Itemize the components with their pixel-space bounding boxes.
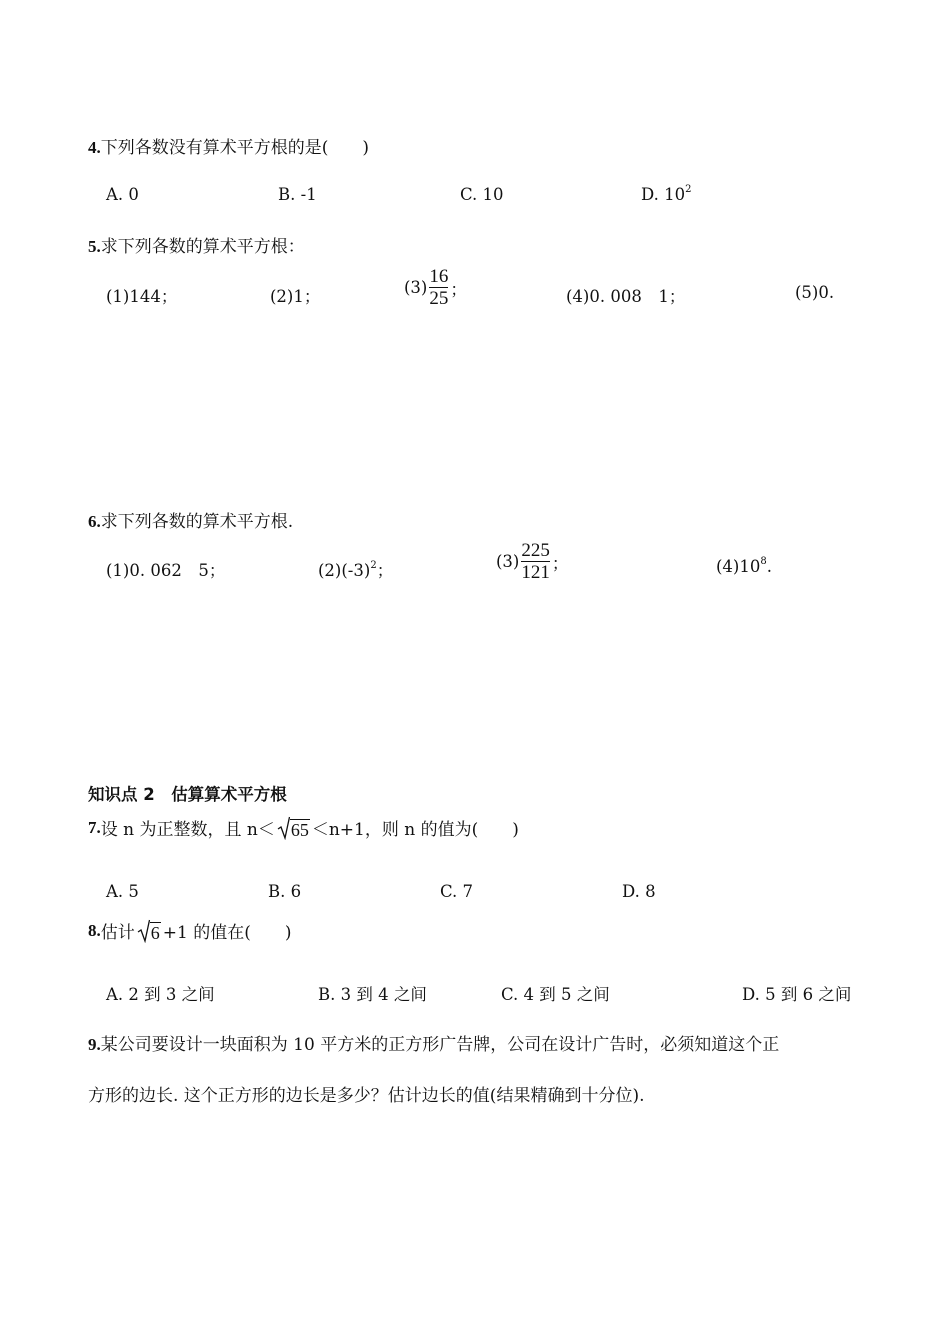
item-2 [318,557,393,581]
item-exponent: 8 [760,556,767,567]
question-5 [88,232,305,257]
item-suffix: . [766,557,772,576]
question-text: 求下列各数的算术平方根： [100,237,305,257]
question-text-line-1: 某公司要设计一块面积为 10 平方米的正方形广告牌，公司在设计广告时，必须知道这个正 [100,1035,780,1055]
fraction-numerator: 16 [429,266,449,287]
square-root [277,816,310,840]
item-suffix: ； [450,279,467,299]
radicand: 6 [150,922,160,943]
option-d-exponent: 2 [685,184,692,195]
question-number: 9. [88,1035,101,1054]
question-9-continued: 方形的边长. 这个正方形的边长是多少？估计边长的值(结果精确到十分位). [88,1086,645,1106]
item-3 [496,540,568,583]
question-text: 下列各数没有算术平方根的是( ) [100,138,370,158]
question-text: 求下列各数的算术平方根. [100,512,294,532]
question-number: 6. [88,512,101,531]
question-number: 5. [88,237,101,256]
question-text-a: 设 n 为正整数，且 n＜ [100,820,275,840]
question-text-a: 估计 [100,923,135,943]
option-c: C. 4 到 5 之间 [501,985,610,1004]
item-label: (3) [496,552,520,571]
item-5: (5)0. [795,283,835,302]
question-text-b: +1 的值在( ) [162,923,292,943]
question-number: 7. [88,817,101,837]
question-4 [88,133,369,158]
question-text-b: ＜n+1，则 n 的值为( ) [311,820,519,840]
fraction [429,266,448,309]
fraction-numerator: 225 [521,540,550,561]
item-4 [716,557,772,576]
option-d-base: D. 10 [641,185,686,204]
fraction-denominator: 25 [429,288,449,309]
item-base: (2)(-3) [318,561,371,580]
option-c: C. 7 [440,882,474,901]
option-d: D. 8 [622,882,656,901]
item-4: (4)0. 008 1； [566,287,686,306]
item-suffix: ； [551,553,569,573]
item-1: (1)0. 062 5； [106,561,226,580]
fraction-denominator: 121 [521,562,550,583]
option-b: B. -1 [278,185,317,204]
item-3 [404,266,467,309]
item-2: (2)1； [270,287,321,306]
question-8 [88,918,291,943]
section-heading: 知识点 2 估算算术平方根 [88,785,287,804]
question-number: 4. [88,138,101,157]
fraction [521,540,550,583]
radical-sign-icon [277,816,290,840]
radicand: 65 [290,819,309,840]
item-label: (3) [404,278,428,297]
question-6 [88,507,293,532]
option-a: A. 0 [106,185,139,204]
square-root [137,919,161,943]
question-number: 8. [88,920,101,940]
item-base: (4)10 [716,557,761,576]
option-a: A. 2 到 3 之间 [106,985,215,1004]
option-a: A. 5 [106,882,139,901]
item-suffix: ； [376,561,394,580]
option-b: B. 6 [268,882,302,901]
question-7 [88,815,519,840]
radical-sign-icon [137,919,150,943]
item-1: (1)144； [106,287,178,306]
option-d [641,185,692,204]
option-c: C. 10 [460,185,504,204]
item-exponent: 2 [370,560,377,571]
option-b: B. 3 到 4 之间 [318,985,427,1004]
question-9 [88,1030,779,1055]
option-d: D. 5 到 6 之间 [742,985,852,1004]
